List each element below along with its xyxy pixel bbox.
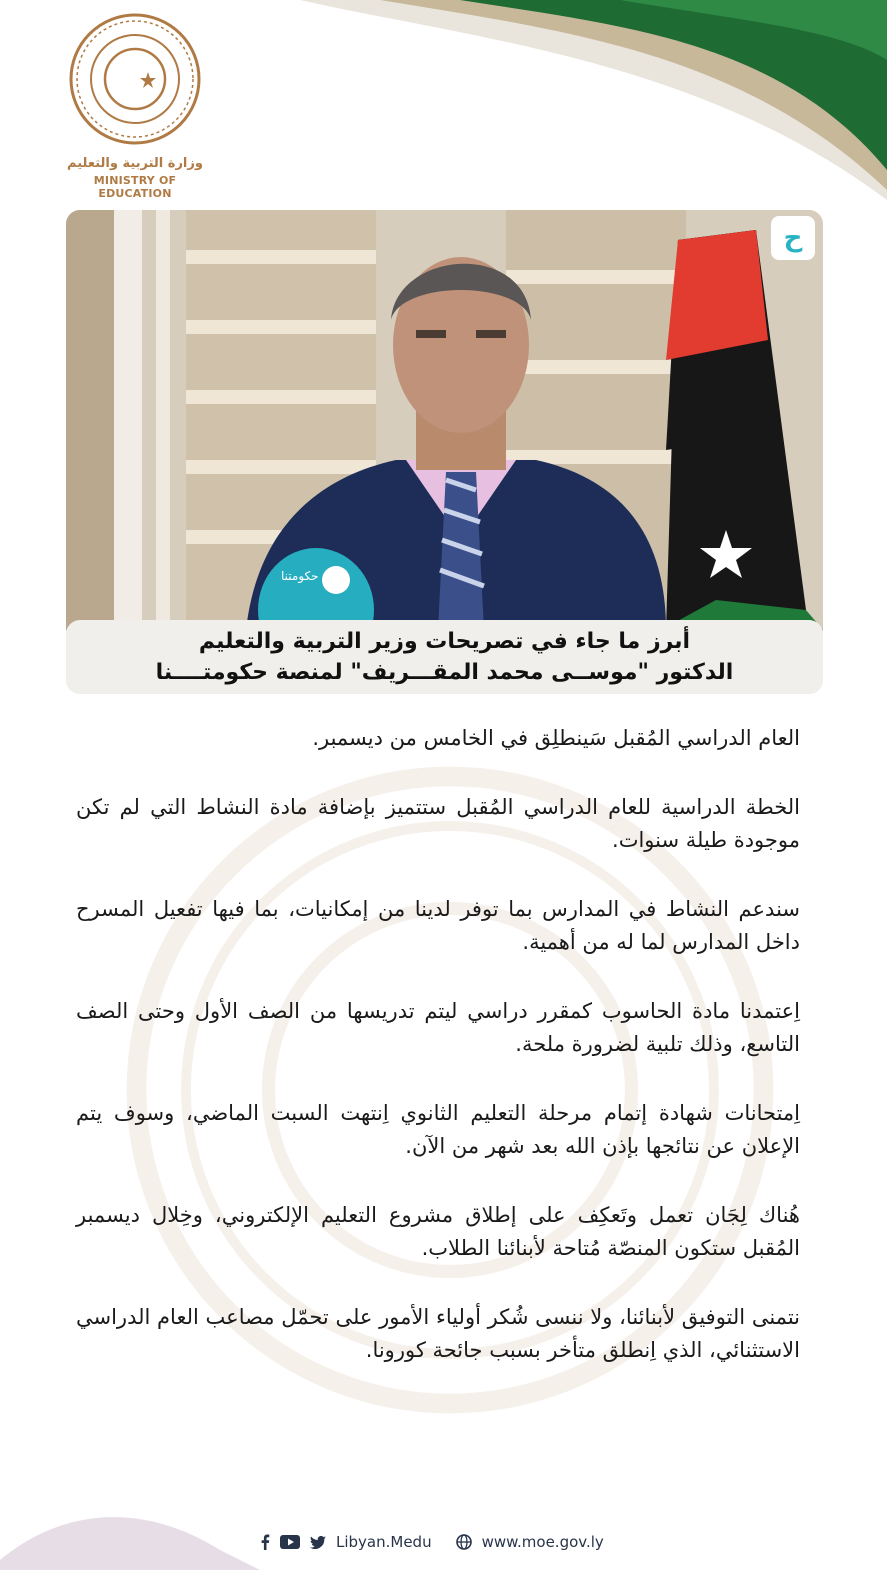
statement-paragraph: سندعم النشاط في المدارس بما توفر لدينا من إمكانيات، بما فيها تفعيل المسرح داخل المدارس لما له من أهمية. [76, 897, 800, 954]
ministry-name-ar: وزارة التربية والتعليم [67, 156, 203, 171]
minister-photo-card [66, 210, 823, 694]
statement-paragraph: اِعتمدنا مادة الحاسوب كمقرر دراسي ليتم تدريسها من الصف الأول وحتى الصف التاسع، وذلك تلبية لضرورة ملحة. [76, 999, 800, 1056]
twitter-icon[interactable] [310, 1536, 326, 1549]
ministry-logo [60, 12, 210, 200]
mic-label: منصة حكومتنا [281, 569, 350, 583]
headline-line-1: أبرز ما جاء في تصريحات وزير التربية والتعليم [198, 629, 691, 654]
minister-photo [66, 210, 823, 630]
footer-contacts [260, 1530, 604, 1554]
statement-paragraph: الخطة الدراسية للعام الدراسي المُقبل ستتميز بإضافة مادة النشاط التي لم تكن موجودة طيلة سنوات. [76, 795, 800, 852]
facebook-icon[interactable] [260, 1534, 270, 1550]
globe-icon [456, 1534, 472, 1550]
footer-wave [0, 1500, 260, 1570]
statements-list [76, 722, 800, 1403]
website-link[interactable]: www.moe.gov.ly [481, 1533, 604, 1551]
headline-line-2: الدكتور "موســى محمد المقـــريف" لمنصة حكومتــــنا [155, 660, 734, 685]
statement-paragraph: اِمتحانات شهادة إتمام مرحلة التعليم الثانوي اِنتهت السبت الماضي، وسوف يتم الإعلان عن نتائجها بإذن الله بعد شهر من الآن. [76, 1101, 800, 1158]
statement-paragraph: نتمنى التوفيق لأبنائنا، ولا ننسى شُكر أولياء الأمور على تحمّل مصاعب العام الدراسي الاستثنائي، الذي اِنطلق متأخر بسبب جائحة كورونا. [76, 1305, 800, 1362]
statement-paragraph: هُناك لِجَان تعمل وتَعكِف على إطلاق مشروع التعليم الإلكتروني، وخِلال ديسمبر المُقبل ستكون المنصّة مُتاحة لأبنائنا الطلاب. [76, 1203, 800, 1260]
social-handle[interactable]: Libyan.Medu [336, 1533, 432, 1551]
ministry-name-en: MINISTRY OF EDUCATION [93, 174, 177, 200]
youtube-icon[interactable] [280, 1535, 300, 1549]
ministry-seal-icon [68, 12, 202, 146]
headline-box [66, 620, 823, 694]
channel-logo-icon: ح [771, 216, 815, 260]
statement-paragraph: العام الدراسي المُقبل سَينطلِق في الخامس من ديسمبر. [312, 726, 800, 750]
